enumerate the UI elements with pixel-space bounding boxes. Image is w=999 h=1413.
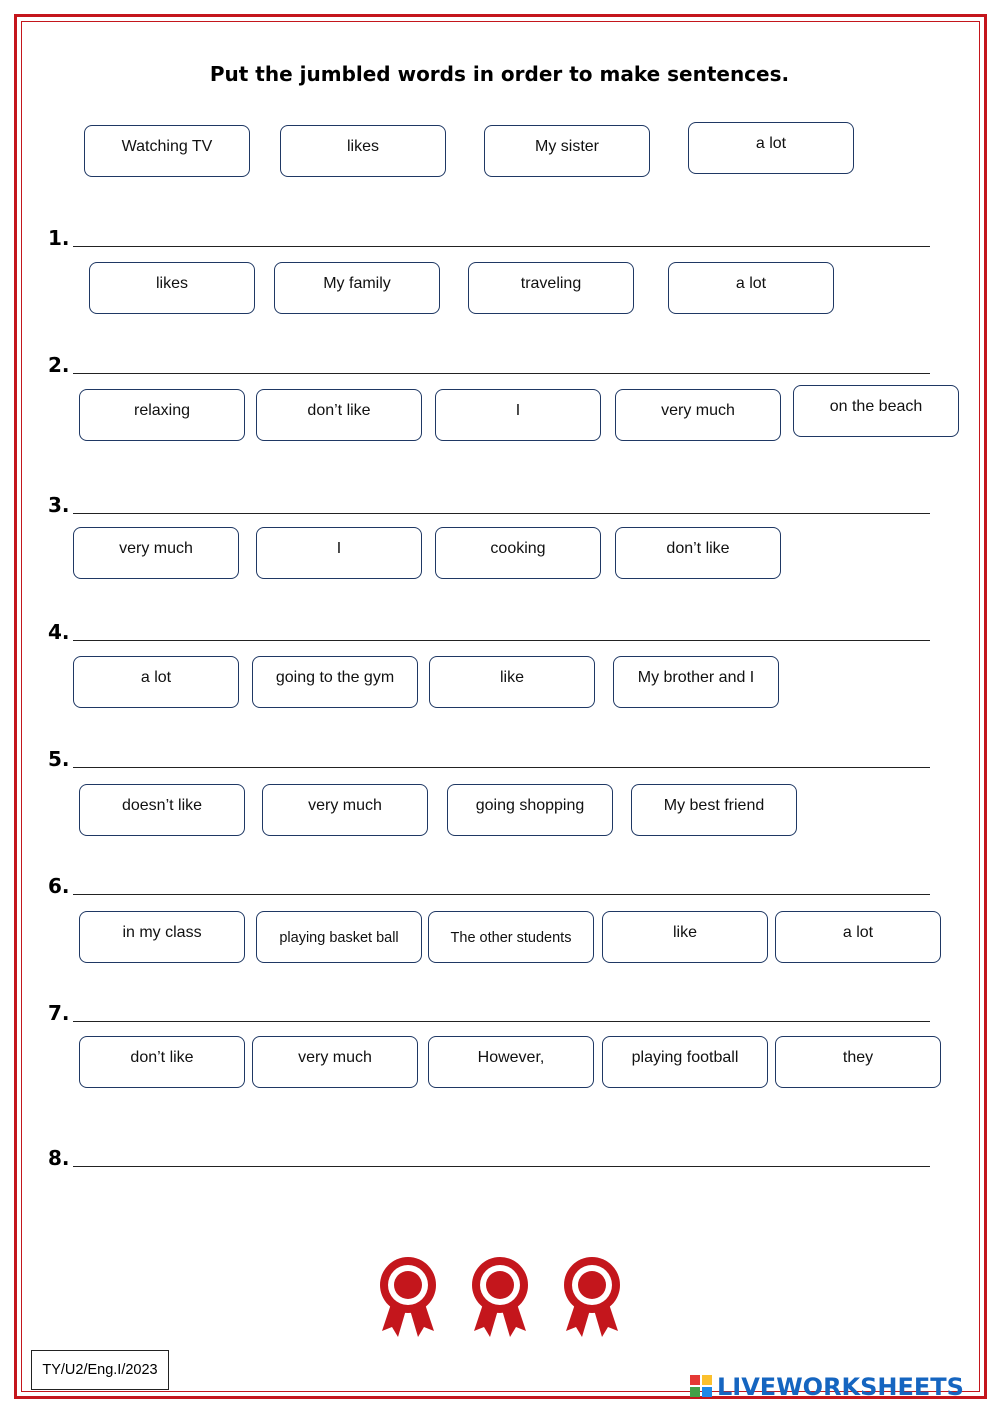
award-ribbon-icon: [376, 1255, 440, 1339]
word-box[interactable]: playing basket ball: [256, 911, 422, 963]
liveworksheets-logo-icon: [690, 1375, 714, 1399]
word-box[interactable]: they: [775, 1036, 941, 1088]
word-box[interactable]: likes: [89, 262, 255, 314]
answer-line-6[interactable]: [73, 894, 930, 895]
word-box[interactable]: very much: [73, 527, 239, 579]
word-box[interactable]: in my class: [79, 911, 245, 963]
word-box[interactable]: cooking: [435, 527, 601, 579]
word-box[interactable]: don’t like: [256, 389, 422, 441]
answer-line-7[interactable]: [73, 1021, 930, 1022]
word-box[interactable]: Watching TV: [84, 125, 250, 177]
item-number: 1.: [48, 226, 70, 250]
answer-line-5[interactable]: [73, 767, 930, 768]
worksheet-code: TY/U2/Eng.I/2023: [31, 1350, 169, 1390]
item-number: 8.: [48, 1146, 70, 1170]
word-box[interactable]: However,: [428, 1036, 594, 1088]
word-box[interactable]: very much: [262, 784, 428, 836]
word-box[interactable]: a lot: [73, 656, 239, 708]
answer-line-1[interactable]: [73, 246, 930, 247]
word-box[interactable]: traveling: [468, 262, 634, 314]
item-number: 4.: [48, 620, 70, 644]
instruction-title: Put the jumbled words in order to make sentences.: [209, 62, 790, 86]
word-box[interactable]: I: [435, 389, 601, 441]
word-box[interactable]: relaxing: [79, 389, 245, 441]
word-box[interactable]: on the beach: [793, 385, 959, 437]
word-box[interactable]: My brother and I: [613, 656, 779, 708]
award-ribbon-icon: [468, 1255, 532, 1339]
item-number: 2.: [48, 353, 70, 377]
word-box[interactable]: The other students: [428, 911, 594, 963]
brand-logo[interactable]: [690, 1372, 964, 1402]
answer-line-8[interactable]: [73, 1166, 930, 1167]
award-ribbon-icon: [560, 1255, 624, 1339]
word-box[interactable]: going to the gym: [252, 656, 418, 708]
word-box[interactable]: a lot: [775, 911, 941, 963]
word-box[interactable]: don’t like: [79, 1036, 245, 1088]
word-box[interactable]: don’t like: [615, 527, 781, 579]
award-ribbons: [376, 1255, 626, 1345]
word-box[interactable]: My family: [274, 262, 440, 314]
word-box[interactable]: a lot: [668, 262, 834, 314]
word-box[interactable]: I: [256, 527, 422, 579]
item-number: 7.: [48, 1001, 70, 1025]
word-box[interactable]: a lot: [688, 122, 854, 174]
item-number: 6.: [48, 874, 70, 898]
word-box[interactable]: doesn’t like: [79, 784, 245, 836]
word-box[interactable]: playing football: [602, 1036, 768, 1088]
word-box[interactable]: very much: [615, 389, 781, 441]
word-box[interactable]: very much: [252, 1036, 418, 1088]
answer-line-2[interactable]: [73, 373, 930, 374]
word-box[interactable]: like: [602, 911, 768, 963]
item-number: 3.: [48, 493, 70, 517]
word-box[interactable]: like: [429, 656, 595, 708]
word-box[interactable]: My sister: [484, 125, 650, 177]
word-box[interactable]: My best friend: [631, 784, 797, 836]
brand-name: LIVEWORKSHEETS: [717, 1373, 964, 1401]
word-box[interactable]: likes: [280, 125, 446, 177]
answer-line-3[interactable]: [73, 513, 930, 514]
item-number: 5.: [48, 747, 70, 771]
word-box[interactable]: going shopping: [447, 784, 613, 836]
answer-line-4[interactable]: [73, 640, 930, 641]
